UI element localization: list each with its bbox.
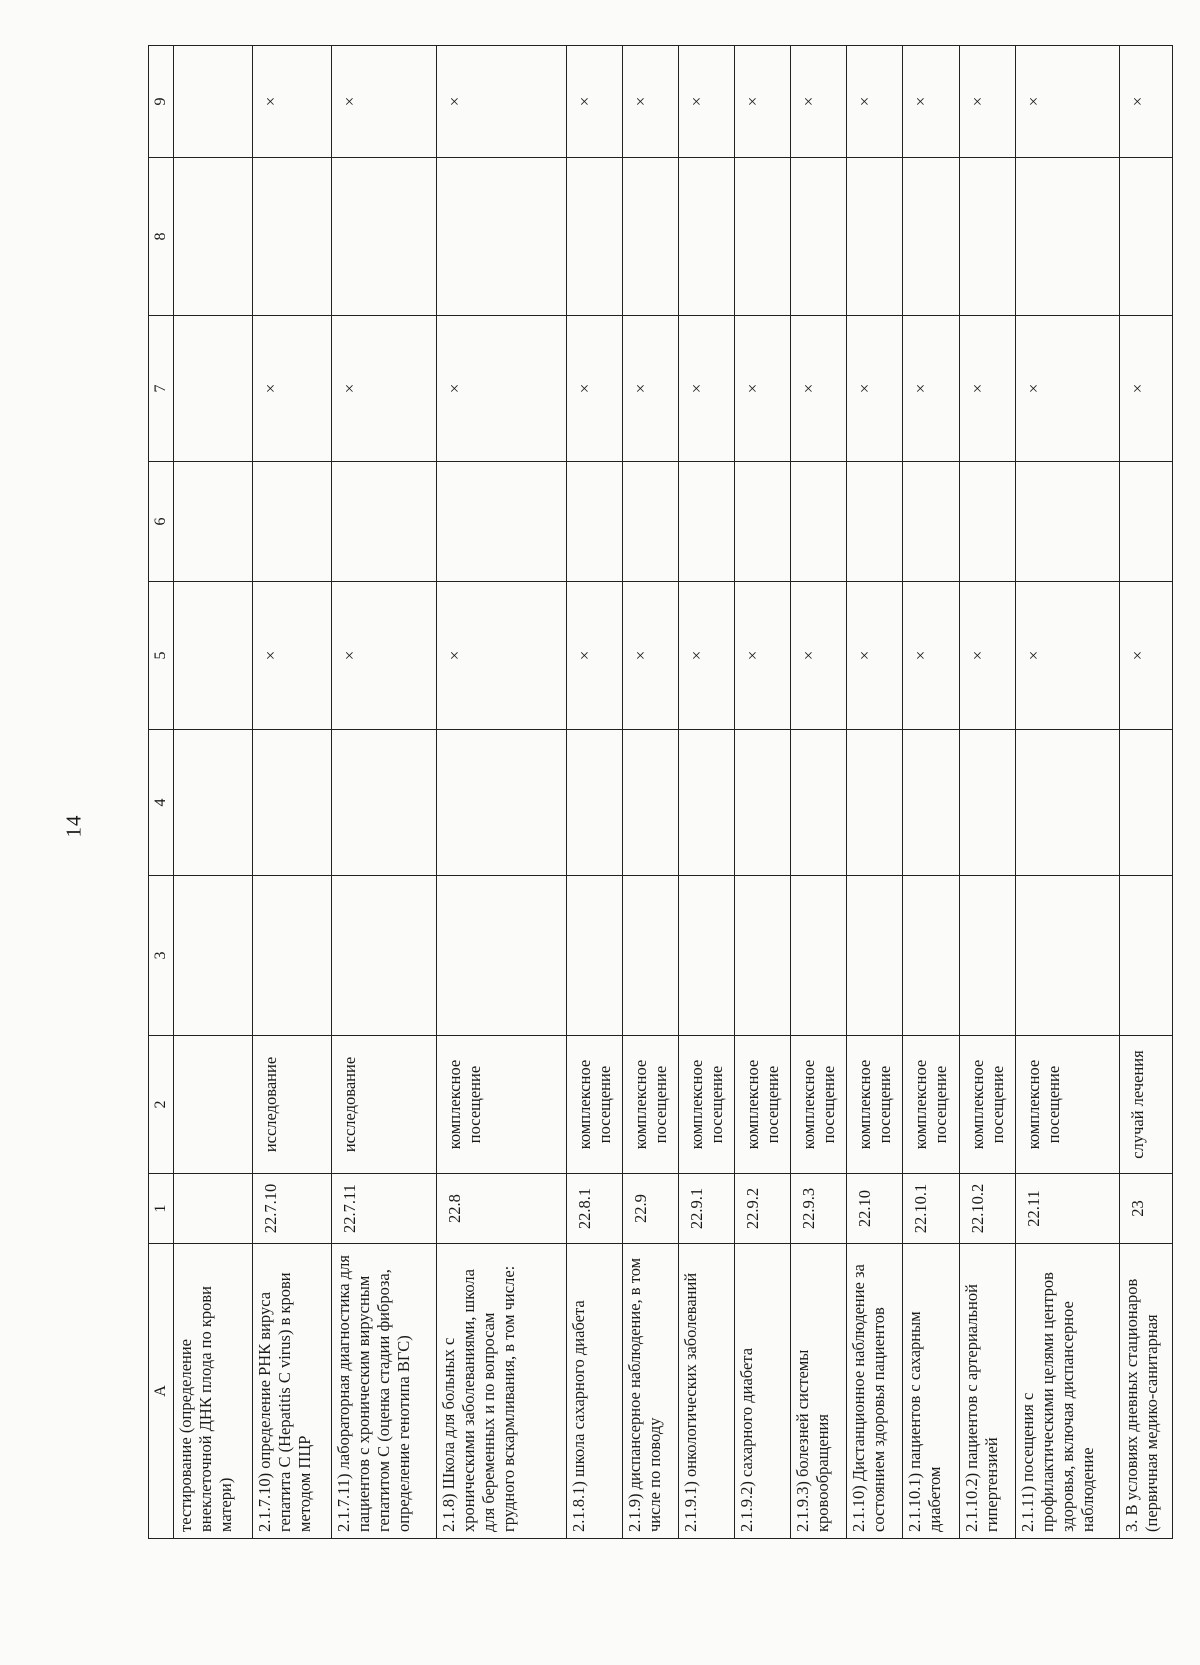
cell-col7: × (622, 316, 678, 462)
row-code: 22.9.3 (791, 1174, 847, 1244)
row-label: 2.1.10.1) пациентов с сахарным диабетом (903, 1244, 959, 1539)
cell-col5: × (903, 582, 959, 730)
cell-col7: × (791, 316, 847, 462)
row-code (174, 1174, 253, 1244)
cell-col8 (1015, 158, 1120, 316)
row-unit: комплексное посещение (1015, 1036, 1120, 1174)
row-unit: комплексное посещение (959, 1036, 1015, 1174)
row-code: 22.9.1 (678, 1174, 734, 1244)
cell-col5: × (791, 582, 847, 730)
cell-col3 (332, 876, 437, 1036)
table-sheet (148, 46, 1173, 1539)
col-header-2: 2 (149, 1036, 174, 1174)
cell-col7: × (1120, 316, 1173, 462)
cell-col4 (903, 730, 959, 876)
cell-col3 (1015, 876, 1120, 1036)
row-code: 23 (1120, 1174, 1173, 1244)
cell-col5: × (253, 582, 332, 730)
row-code: 22.10.2 (959, 1174, 1015, 1244)
cell-col4 (174, 730, 253, 876)
table-row (622, 46, 678, 1539)
cell-col5: × (735, 582, 791, 730)
table-row (566, 46, 622, 1539)
table-row (735, 46, 791, 1539)
row-unit: комплексное посещение (678, 1036, 734, 1174)
row-label: 2.1.11) посещения с профилактическими целями центров здоровья, включая диспансерное наблюдение (1015, 1244, 1120, 1539)
row-unit: исследование (332, 1036, 437, 1174)
row-label: 2.1.8) Школа для больных с хроническими заболеваниями, школа для беременных и по вопросам грудного вскармливания, в том числе: (436, 1244, 566, 1539)
cell-col4 (622, 730, 678, 876)
row-code: 22.7.11 (332, 1174, 437, 1244)
cell-col5: × (959, 582, 1015, 730)
cell-col3 (253, 876, 332, 1036)
cell-col7: × (566, 316, 622, 462)
col-header-4: 4 (149, 730, 174, 876)
row-code: 22.9 (622, 1174, 678, 1244)
cell-col8 (1120, 158, 1173, 316)
row-unit: комплексное посещение (622, 1036, 678, 1174)
row-unit: комплексное посещение (566, 1036, 622, 1174)
cell-col8 (678, 158, 734, 316)
row-unit: комплексное посещение (791, 1036, 847, 1174)
cell-col4 (253, 730, 332, 876)
row-unit: комплексное посещение (903, 1036, 959, 1174)
col-header-3: 3 (149, 876, 174, 1036)
row-code: 22.11 (1015, 1174, 1120, 1244)
cell-col6 (847, 462, 903, 582)
cell-col9: × (1120, 46, 1173, 158)
cell-col5: × (1015, 582, 1120, 730)
row-label: 2.1.10) Дистанционное наблюдение за состоянием здоровья пациентов (847, 1244, 903, 1539)
table-row (1015, 46, 1120, 1539)
row-label: 2.1.8.1) школа сахарного диабета (566, 1244, 622, 1539)
cell-col3 (847, 876, 903, 1036)
cell-col8 (622, 158, 678, 316)
col-header-5: 5 (149, 582, 174, 730)
cell-col5: × (678, 582, 734, 730)
cell-col9: × (735, 46, 791, 158)
cell-col7: × (903, 316, 959, 462)
cell-col8 (253, 158, 332, 316)
cell-col6 (622, 462, 678, 582)
cell-col3 (622, 876, 678, 1036)
cell-col6 (566, 462, 622, 582)
cell-col6 (174, 462, 253, 582)
cell-col6 (678, 462, 734, 582)
cell-col3 (791, 876, 847, 1036)
table-row (903, 46, 959, 1539)
cell-col8 (735, 158, 791, 316)
row-unit (174, 1036, 253, 1174)
cell-col9: × (566, 46, 622, 158)
cell-col4 (1015, 730, 1120, 876)
cell-col8 (332, 158, 437, 316)
row-label: 2.1.7.11) лабораторная диагностика для пациентов с хроническим вирусным гепатитом С (оценка стадии фиброза, определение генотипа ВГС) (332, 1244, 437, 1539)
row-label: тестирование (определение внеклеточной ДНК плода по крови матери) (174, 1244, 253, 1539)
cell-col7: × (253, 316, 332, 462)
row-code: 22.10 (847, 1174, 903, 1244)
cell-col4 (1120, 730, 1173, 876)
cell-col4 (678, 730, 734, 876)
cell-col6 (1015, 462, 1120, 582)
row-label: 3. В условиях дневных стационаров (первичная медико-санитарная (1120, 1244, 1173, 1539)
cell-col8 (436, 158, 566, 316)
cell-col8 (174, 158, 253, 316)
cell-col9: × (847, 46, 903, 158)
cell-col9: × (903, 46, 959, 158)
col-header-a: А (149, 1244, 174, 1539)
cell-col7: × (735, 316, 791, 462)
cell-col5: × (332, 582, 437, 730)
cell-col6 (253, 462, 332, 582)
row-label: 2.1.9.3) болезней системы кровообращения (791, 1244, 847, 1539)
cell-col7: × (1015, 316, 1120, 462)
cell-col8 (566, 158, 622, 316)
cell-col9: × (791, 46, 847, 158)
row-unit: комплексное посещение (847, 1036, 903, 1174)
cell-col3 (174, 876, 253, 1036)
table-row (253, 46, 332, 1539)
cell-col4 (735, 730, 791, 876)
cell-col6 (436, 462, 566, 582)
cell-col5: × (622, 582, 678, 730)
cell-col4 (791, 730, 847, 876)
cell-col7: × (332, 316, 437, 462)
table-row (791, 46, 847, 1539)
row-label: 2.1.7.10) определение РНК вируса гепатита С (Hepatitis C virus) в крови методом ПЦР (253, 1244, 332, 1539)
cell-col5: × (566, 582, 622, 730)
cell-col6 (332, 462, 437, 582)
cell-col3 (903, 876, 959, 1036)
row-code: 22.8 (436, 1174, 566, 1244)
row-label: 2.1.9) диспансерное наблюдение, в том числе по поводу (622, 1244, 678, 1539)
row-unit: исследование (253, 1036, 332, 1174)
table-row (436, 46, 566, 1539)
cell-col9: × (436, 46, 566, 158)
cell-col9 (174, 46, 253, 158)
cell-col7: × (959, 316, 1015, 462)
cell-col4 (436, 730, 566, 876)
cell-col5 (174, 582, 253, 730)
row-code: 22.8.1 (566, 1174, 622, 1244)
col-header-7: 7 (149, 316, 174, 462)
row-label: 2.1.9.2) сахарного диабета (735, 1244, 791, 1539)
cell-col3 (1120, 876, 1173, 1036)
cell-col4 (566, 730, 622, 876)
row-label: 2.1.10.2) пациентов с артериальной гипертензией (959, 1244, 1015, 1539)
cell-col8 (959, 158, 1015, 316)
cell-col6 (791, 462, 847, 582)
table-row (959, 46, 1015, 1539)
cell-col9: × (253, 46, 332, 158)
cell-col3 (566, 876, 622, 1036)
row-code: 22.9.2 (735, 1174, 791, 1244)
table-row (678, 46, 734, 1539)
row-unit: комплексное посещение (436, 1036, 566, 1174)
row-code: 22.7.10 (253, 1174, 332, 1244)
cell-col9: × (1015, 46, 1120, 158)
cell-col7 (174, 316, 253, 462)
data-table (148, 45, 1173, 1539)
cell-col8 (903, 158, 959, 316)
col-header-9: 9 (149, 46, 174, 158)
col-header-1: 1 (149, 1174, 174, 1244)
cell-col7: × (678, 316, 734, 462)
cell-col9: × (959, 46, 1015, 158)
table-row (174, 46, 253, 1539)
cell-col6 (735, 462, 791, 582)
cell-col6 (903, 462, 959, 582)
cell-col8 (847, 158, 903, 316)
cell-col6 (1120, 462, 1173, 582)
page-number: 14 (61, 814, 86, 838)
cell-col9: × (332, 46, 437, 158)
cell-col7: × (436, 316, 566, 462)
row-label: 2.1.9.1) онкологических заболеваний (678, 1244, 734, 1539)
row-code: 22.10.1 (903, 1174, 959, 1244)
cell-col5: × (847, 582, 903, 730)
col-header-6: 6 (149, 462, 174, 582)
cell-col5: × (1120, 582, 1173, 730)
cell-col4 (847, 730, 903, 876)
table-row (1120, 46, 1173, 1539)
cell-col3 (959, 876, 1015, 1036)
cell-col4 (332, 730, 437, 876)
cell-col7: × (847, 316, 903, 462)
header-row (149, 46, 174, 1539)
row-unit: комплексное посещение (735, 1036, 791, 1174)
cell-col5: × (436, 582, 566, 730)
col-header-8: 8 (149, 158, 174, 316)
cell-col3 (678, 876, 734, 1036)
table-row (332, 46, 437, 1539)
table-row (847, 46, 903, 1539)
cell-col6 (959, 462, 1015, 582)
row-unit: случай лечения (1120, 1036, 1173, 1174)
cell-col3 (735, 876, 791, 1036)
cell-col8 (791, 158, 847, 316)
cell-col9: × (622, 46, 678, 158)
cell-col4 (959, 730, 1015, 876)
cell-col9: × (678, 46, 734, 158)
cell-col3 (436, 876, 566, 1036)
